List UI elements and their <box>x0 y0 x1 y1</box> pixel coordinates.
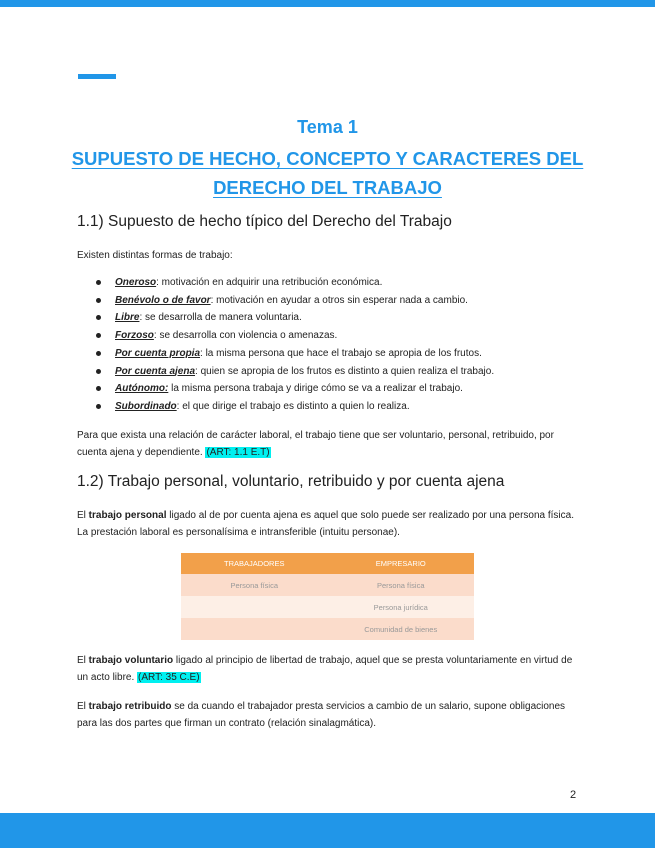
page-number: 2 <box>570 789 577 801</box>
table-cell: Persona física <box>181 574 328 596</box>
list-item: Subordinado: el que dirige el trabajo es distinto a quien lo realiza. <box>96 398 576 416</box>
top-accent-band <box>0 0 655 7</box>
table-row <box>181 618 474 640</box>
table-row <box>181 596 474 618</box>
table-header: TRABAJADORES <box>181 553 328 574</box>
table-cell <box>181 596 328 618</box>
workers-employers-table <box>181 553 474 640</box>
list-item: Por cuenta propia: la misma persona que hace el trabajo se apropia de los frutos. <box>96 345 576 363</box>
list-item: Forzoso: se desarrolla con violencia o amenazas. <box>96 327 576 345</box>
article-reference: (ART: 35 C.E) <box>138 672 200 683</box>
title-line-2: DERECHO DEL TRABAJO <box>213 177 442 198</box>
table-header: EMPRESARIO <box>328 553 475 574</box>
intro-paragraph: Existen distintas formas de trabajo: <box>77 250 233 261</box>
table-row <box>181 574 474 596</box>
table-cell: Persona física <box>328 574 475 596</box>
list-item: Por cuenta ajena: quien se apropia de los frutos es distinto a quien realiza el trabajo. <box>96 363 576 381</box>
labor-relation-paragraph: Para que exista una relación de carácter laboral, el trabajo tiene que ser voluntario, personal, retribuido, por cuenta ajena y dependiente. (ART: 1.1 E.T) <box>77 430 554 458</box>
section-heading-1-2: 1.2) Trabajo personal, voluntario, retribuido y por cuenta ajena <box>77 473 505 490</box>
bottom-accent-band <box>0 813 655 848</box>
accent-dash <box>78 74 116 79</box>
title-line-1: SUPUESTO DE HECHO, CONCEPTO Y CARACTERES DEL <box>71 148 584 169</box>
paid-work-paragraph: El trabajo retribuido se da cuando el trabajador presta servicios a cambio de un salario, supone obligaciones para las dos partes que firman un contrato (relación sinalagmática). <box>77 701 566 729</box>
chapter-label: Tema 1 <box>297 117 358 137</box>
table-cell: Persona jurídica <box>328 596 475 618</box>
list-item: Autónomo: la misma persona trabaja y dirige cómo se va a realizar el trabajo. <box>96 380 576 398</box>
article-reference: (ART: 1.1 E.T) <box>206 447 270 458</box>
voluntary-work-paragraph: El trabajo voluntario ligado al principio de libertad de trabajo, aquel que se presta voluntariamente en virtud de un acto libre. (ART: 35 C.E) <box>77 655 573 683</box>
list-item: Benévolo o de favor: motivación en ayudar a otros sin esperar nada a cambio. <box>96 292 576 310</box>
table-header-row <box>181 553 474 574</box>
work-types-list <box>96 274 576 416</box>
table-cell: Comunidad de bienes <box>328 618 475 640</box>
list-item: Oneroso: motivación en adquirir una retribución económica. <box>96 274 576 292</box>
section-heading-1-1: 1.1) Supuesto de hecho típico del Derecho del Trabajo <box>77 213 452 230</box>
list-item: Libre: se desarrolla de manera voluntaria. <box>96 309 576 327</box>
personal-work-paragraph: El trabajo personal ligado al de por cuenta ajena es aquel que solo puede ser realizado por una persona física. La prestación laboral es personalísima e intransferible (intuitu personae). <box>77 510 574 538</box>
table-cell <box>181 618 328 640</box>
page-title <box>60 144 595 202</box>
